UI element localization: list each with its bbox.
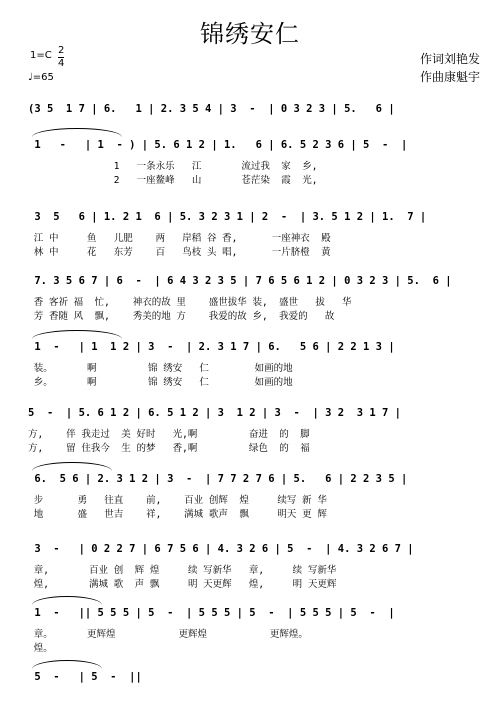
tempo-marking: ♩=65: [28, 72, 54, 83]
lyric-verse-1: 步 勇 往直 前, 百业 创辉 煌 续写 新 华: [28, 495, 327, 506]
notation-line: 5 - | 5. 6 1 2 | 6. 5 1 2 | 3 1 2 | 3 - | 3 2 3 1 7 |: [28, 407, 401, 419]
notation-line: 1 - || 5 5 5 | 5 - | 5 5 5 | 5 - | 5 5 5 | 5 - |: [28, 607, 395, 619]
lyric-verse-1: 江 中 鱼 儿肥 两 岸稻 谷 香, 一座神衣 殿: [28, 233, 331, 244]
lyric-verse-2: 2 一座鳌峰 山 苍茫染 霞 光,: [28, 175, 318, 186]
lyric-verse-1: 方, 伴 我走过 美 好时 光,啊 奋进 的 脚: [28, 429, 310, 440]
notation-line: 3 5 6 | 1. 2 1 6 | 5. 3 2 3 1 | 2 - | 3. 5 1 2 | 1. 7 |: [28, 211, 427, 223]
notation-line: 1 - | 1 - ) | 5. 6 1 2 | 1. 6 | 6. 5 2 3 6 | 5 - |: [28, 139, 408, 151]
notation-line: 5 - | 5 - ||: [28, 671, 142, 683]
notation-line: 7. 3 5 6 7 | 6 - | 6 4 3 2 3 5 | 7 6 5 6 1 2 | 0 3 2 3 | 5. 6 |: [28, 275, 452, 287]
notation-line: 1 - | 1 1 2 | 3 - | 2. 3 1 7 | 6. 5 6 | 2 2 1 3 |: [28, 341, 395, 353]
notation-line: 3 - | 0 2 2 7 | 6 7 5 6 | 4. 3 2 6 | 5 - | 4. 3 2 6 7 |: [28, 543, 414, 555]
meter-denominator: 4: [58, 58, 65, 69]
key-signature: 1=C: [30, 50, 52, 61]
lyric-verse-2: 方, 留 住我今 生 的梦 香,啊 绿色 的 福: [28, 443, 310, 454]
meter-numerator: 2: [58, 45, 65, 56]
lyric-verse-1: 章, 百业 创 辉 煌 续 写新华 章, 续 写新华: [28, 565, 337, 576]
time-signature: [58, 46, 64, 69]
lyric-verse-2: 乡。 啊 锦 绣安 仁 如画的地: [28, 377, 293, 388]
notation-line: 6. 5 6 | 2. 3 1 2 | 3 - | 7 7 2 7 6 | 5. 6 | 2 2 3 5 |: [28, 473, 408, 485]
composer-credit: 作曲康魁宇: [419, 70, 480, 84]
notation-line: (3 5 1 7 | 6. 1 | 2. 3 5 4 | 3 - | 0 3 2 3 | 5. 6 |: [28, 103, 395, 115]
lyric-verse-2: 芳 香随 风 飘, 秀美的地 方 我爱的故 乡, 我爱的 故: [28, 311, 335, 322]
lyric-verse-1: 装。 啊 锦 绣安 仁 如画的地: [28, 363, 293, 374]
lyric-verse-1: 香 客祈 福 忙, 神衣的故 里 盛世拔华 装, 盛世 拔 华: [28, 297, 352, 308]
lyric-verse-2: 林 中 花 东芳 百 鸟枝 头 唱, 一片脐橙 黄: [28, 247, 331, 258]
credits: [420, 50, 480, 86]
lyric-verse-2: 地 盛 世吉 祥, 满城 歌声 飘 明天 更 辉: [28, 509, 327, 520]
lyric-verse-2: 煌。: [28, 643, 53, 654]
song-title: 锦绣安仁: [200, 20, 300, 48]
lyric-verse-2: 煌, 满城 歌 声 飘 明 天更辉 煌, 明 天更辉: [28, 579, 337, 590]
lyric-verse-1: 1 一条永乐 江 流过我 家 乡,: [28, 161, 318, 172]
lyricist-credit: 作词刘艳发: [419, 52, 480, 66]
lyric-verse-1: 章。 更辉煌 更辉煌 更辉煌。: [28, 629, 308, 640]
